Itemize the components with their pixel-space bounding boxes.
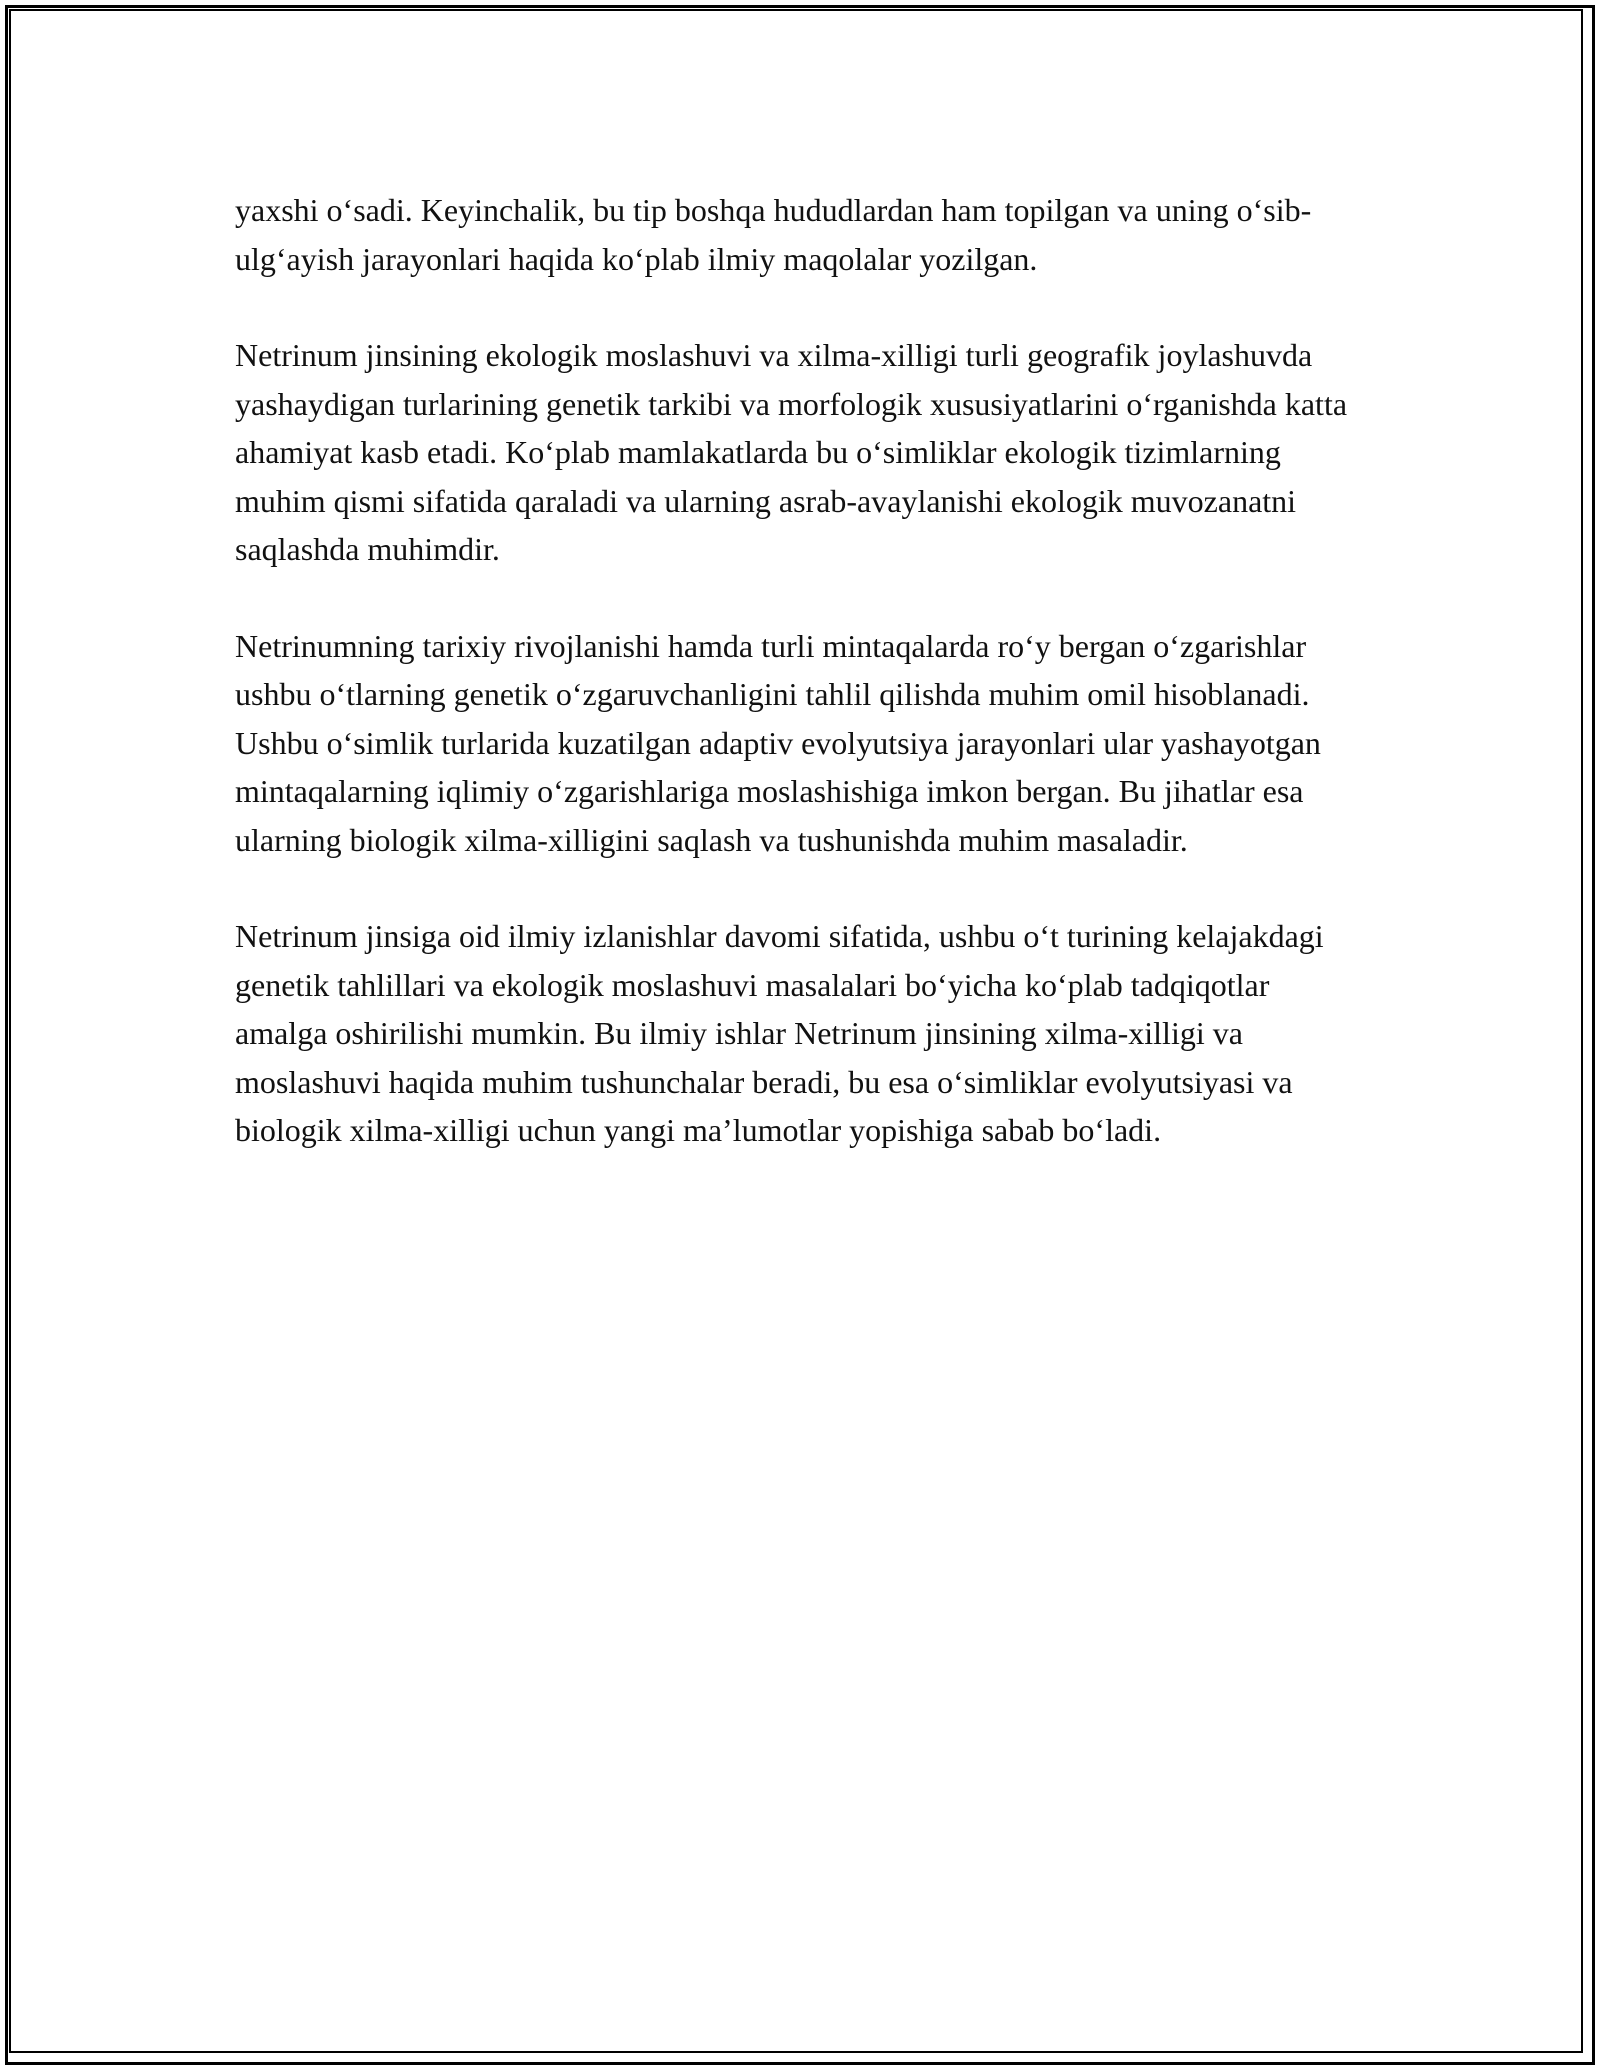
- paragraph-3: Netrinumning tarixiy rivojlanishi hamda turli mintaqalarda ro‘y bergan o‘zgarishlar ushbu o‘tlarning genetik o‘zgaruvchanligini tahlil qilishda muhim omil hisoblanadi. Ushbu o‘simlik turlarida kuzatilgan adaptiv evolyutsiya jarayonlari ular yashayotgan mintaqalarning iqlimiy o‘zgarishlariga moslashishiga imkon bergan. Bu jihatlar esa ularning biologik xilma-xilligini saqlash va tushunishda muhim masaladir.: [235, 627, 1321, 858]
- paragraph-4: Netrinum jinsiga oid ilmiy izlanishlar davomi sifatida, ushbu o‘t turining kelajakdagi genetik tahlillari va ekologik moslashuvi masalalari bo‘yicha ko‘plab tadqiqotlar amalga oshirilishi mumkin. Bu ilmiy ishlar Netrinum jinsining xilma-xilligi va moslashuvi haqida muhim tushunchalar beradi, bu esa o‘simliklar evolyutsiyasi va biologik xilma-xilligi uchun yangi ma’lumotlar yopishiga sabab bo‘ladi.: [235, 918, 1324, 1148]
- paragraph-2: Netrinum jinsining ekologik moslashuvi va xilma-xilligi turli geografik joylashuvda yashaydigan turlarining genetik tarkibi va morfologik xususiyatlarini o‘rganishda katta ahamiyat kasb etadi. Ko‘plab mamlakatlarda bu o‘simliklar ekologik tizimlarning muhim qismi sifatida qaraladi va ularning asrab-avaylanishi ekologik muvozanatni saqlashda muhimdir.: [235, 337, 1348, 567]
- document-body: [235, 186, 1365, 1203]
- paragraph-1: yaxshi o‘sadi. Keyinchalik, bu tip boshqa hududlardan ham topilgan va uning o‘sib-ulg‘ayish jarayonlari haqida ko‘plab ilmiy maqolalar yozilgan.: [235, 192, 1312, 277]
